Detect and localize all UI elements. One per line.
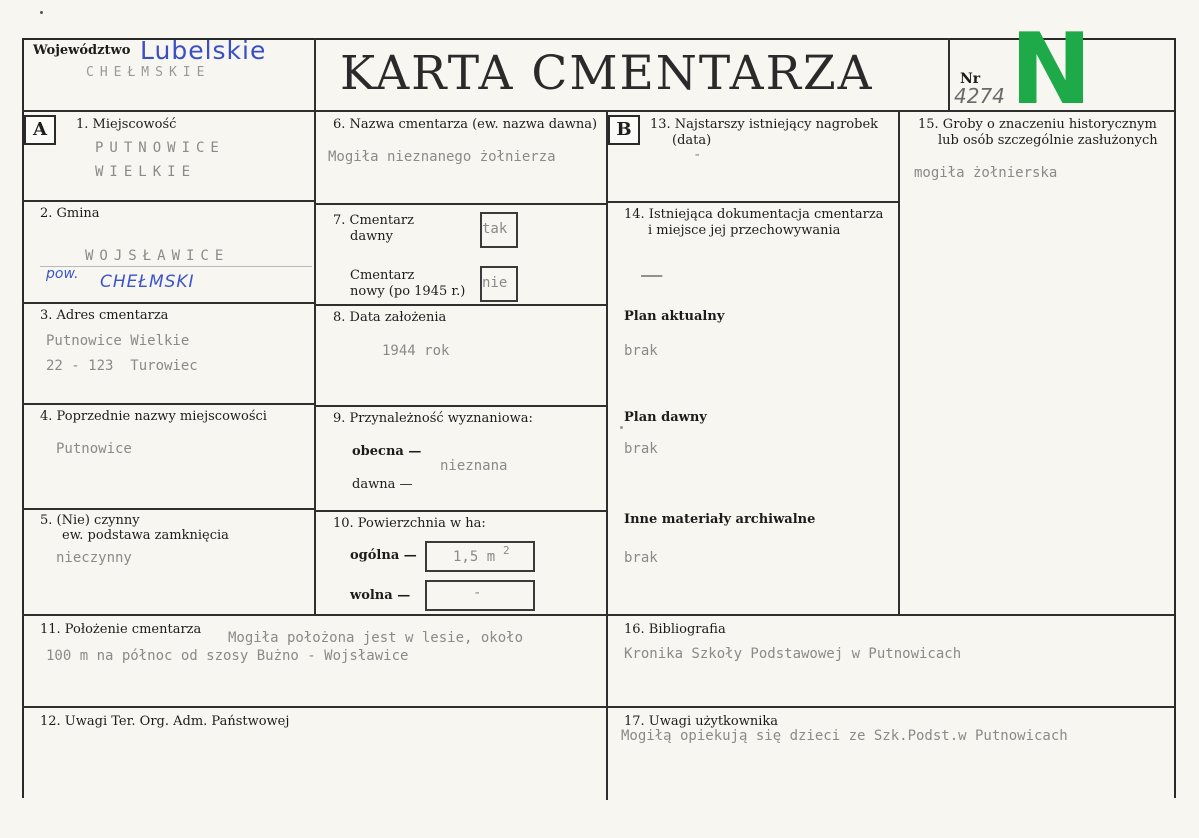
field-10-wolna-value: - [473,585,482,601]
grid-line [22,614,1174,616]
paper-speck [40,11,43,14]
section-a-marker: A [24,115,56,145]
plan-dawny-value: brak [624,441,658,457]
field-7-box-old [480,212,518,248]
field-5-value: nieczynny [56,550,132,566]
field-2-handwritten: CHEŁMSKI [100,272,195,292]
field-12-label: 12. Uwagi Ter. Org. Adm. Państwowej [40,714,290,729]
grid-line [314,38,316,614]
grid-line [948,38,950,110]
field-17-label: 17. Uwagi użytkownika [624,714,779,729]
field-10-ogolna-sup: 2 [503,544,510,557]
plan-aktualny-value: brak [624,343,658,359]
field-11-label: 11. Położenie cmentarza [40,622,202,637]
field-15-label-line1: 15. Groby o znaczeniu historycznym [918,117,1157,132]
wojewodztwo-stamp: Lubelskie [140,36,267,65]
field-14-label-line2: i miejsce jej przechowywania [648,223,841,238]
field-2-value: WOJSŁAWICE [85,248,230,264]
field-14-value: ——— [641,268,661,284]
field-15-value: mogiła żołnierska [914,165,1058,181]
grid-line [22,302,314,304]
field-9-label: 9. Przynależność wyznaniowa: [333,411,533,426]
field-7-box-old-value: tak [482,221,508,237]
grid-line [316,203,606,205]
field-10-wolna-box [425,580,535,611]
section-b-marker: B [608,115,640,145]
field-6-label: 6. Nazwa cmentarza (ew. nazwa dawna) [333,117,598,132]
field-3-value-line2: 22 - 123 Turowiec [46,358,198,374]
nr-label: Nr [960,71,981,87]
grid-line [22,706,1174,708]
field-4-label: 4. Poprzednie nazwy miejscowości [40,409,267,424]
field-7-label-b-line1: Cmentarz [350,268,415,283]
grid-line [22,110,1174,112]
field-11-value-line2: 100 m na północ od szosy Bużno - Wojsławice [46,648,409,664]
field-1-value-line2: WIELKIE [95,164,197,180]
paper-speck [620,426,623,429]
field-16-value: Kronika Szkoły Podstawowej w Putnowicach [624,646,962,662]
field-14-label-line1: 14. Istniejąca dokumentacja cmentarza [624,207,884,222]
grid-line [22,508,314,510]
field-6-value: Mogiła nieznanego żołnierza [328,149,556,165]
field-3-label: 3. Adres cmentarza [40,308,169,323]
wojewodztwo-label: Województwo [33,43,131,58]
field-13-value: - [693,147,702,163]
field-9-dawna: dawna — [352,477,413,492]
nr-handwritten: 4274 [954,84,1005,108]
field-4-value: Putnowice [56,441,132,457]
field-7-label-a-line2: dawny [350,229,393,244]
field-10-label: 10. Powierzchnia w ha: [333,516,486,531]
field-15-label-line2: lub osób szczególnie zasłużonych [938,133,1158,148]
grid-line [22,403,314,405]
inne-materialy-value: brak [624,550,658,566]
grid-line [608,201,898,203]
field-5-label-line1: 5. (Nie) czynny [40,513,140,528]
field-2-label: 2. Gmina [40,206,100,221]
field-13-label-line1: 13. Najstarszy istniejący nagrobek [650,117,879,132]
field-10-ogolna-box [425,541,535,572]
field-3-value-line1: Putnowice Wielkie [46,333,190,349]
field-9-value: nieznana [440,458,508,474]
category-mark: N [1010,13,1093,127]
field-5-label-line2: ew. podstawa zamknięcia [62,528,229,543]
wojewodztwo-typed: CHEŁMSKIE [86,65,211,80]
grid-line [316,304,606,306]
field-1-value-line1: PUTNOWICE [95,140,225,156]
plan-dawny-label: Plan dawny [624,410,707,425]
field-7-box-new [480,266,518,302]
field-2-underline [40,266,312,267]
grid-line [898,110,900,614]
field-7-label-b-line2: nowy (po 1945 r.) [350,284,466,299]
grid-line [316,405,606,407]
inne-materialy-label: Inne materiały archiwalne [624,512,816,527]
field-2-handwritten-prefix: pow. [46,266,79,282]
field-13-label-line2: (data) [672,133,712,148]
field-1-label: 1. Miejscowość [76,117,177,132]
grid-line [22,200,314,202]
field-16-label: 16. Bibliografia [624,622,726,637]
grid-line [316,510,606,512]
field-8-value: 1944 rok [382,343,450,359]
field-7-label-a-line1: 7. Cmentarz [333,213,414,228]
field-10-wolna: wolna — [350,588,411,603]
field-9-obecna: obecna — [352,444,422,459]
field-8-label: 8. Data założenia [333,310,447,325]
card-title: KARTA CMENTARZA [340,46,874,101]
field-10-ogolna: ogólna — [350,548,417,563]
field-10-ogolna-value: 1,5 m [453,549,496,565]
plan-aktualny-label: Plan aktualny [624,309,725,324]
grid-line [606,110,608,800]
field-17-value: Mogiłą opiekują się dzieci ze Szk.Podst.w Putnowicach [621,728,1068,744]
field-11-value-line1: Mogiła położona jest w lesie, około [228,630,524,646]
field-7-box-new-value: nie [482,275,508,291]
